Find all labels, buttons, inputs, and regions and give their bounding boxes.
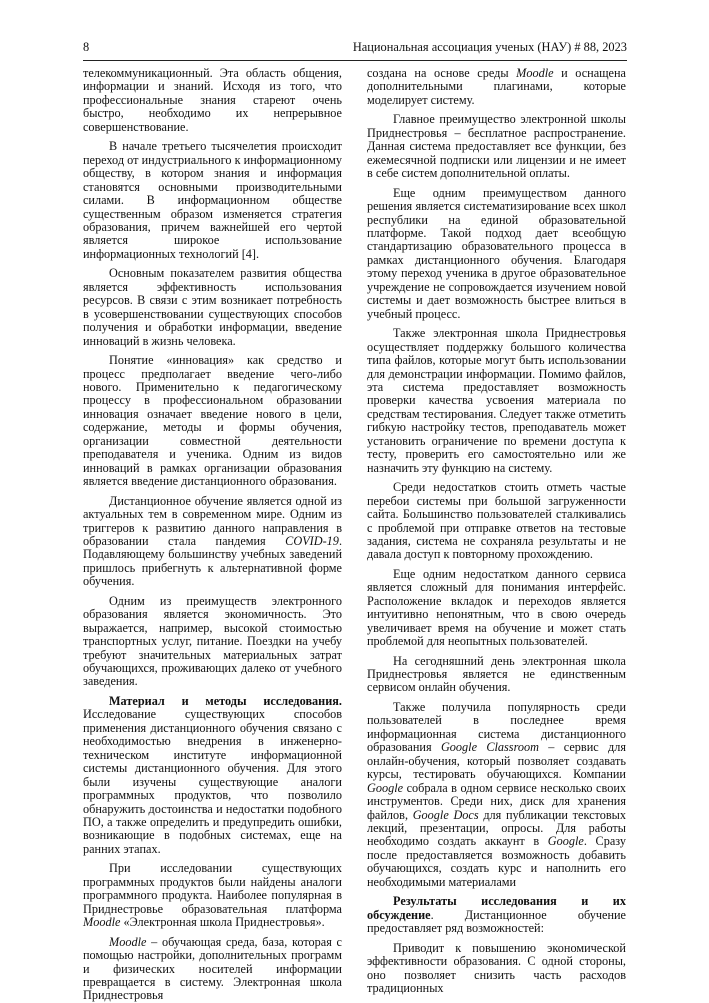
text: Также получила популярность среди пользователей в последнее время информационная система дистанционного образования — [367, 699, 626, 755]
text: собрала в одном сервисе несколько своих инструментов. Среди них, диск для хранения файлов, — [367, 780, 626, 822]
header-rule — [83, 60, 627, 61]
italic-term: Moodle — [83, 915, 121, 930]
italic-term: COVID-19 — [285, 533, 339, 548]
text: – сервис для онлайн-обучения, который позволяет создавать курсы, тестировать обучающихся. Компании — [367, 740, 626, 782]
italic-term: Google — [367, 780, 404, 795]
journal-title: Национальная ассоциация ученых (НАУ) # 88, 2023 — [352, 40, 627, 54]
left-column — [83, 67, 342, 1003]
italic-term: Google — [547, 834, 584, 849]
paragraph — [83, 862, 342, 929]
paragraph — [367, 67, 626, 107]
paragraph: Еще одним преимуществом данного решения является систематизирование всех школ республики на единой образовательной платформе. Такой подход дает всеобщую стандартизацию образовательного процесса в рамках дистанционного обучения. Благодаря этому переход ученика в другое образовательное учреждение не сопровождается изучением новой системы и дает возможность быстрее влиться в учебный процесс. — [367, 185, 626, 321]
text: и оснащена дополнительными плагинами, которые моделирует систему. — [367, 66, 626, 107]
right-column — [367, 67, 626, 995]
text: Дистанционное обучение является одной из актуальных тем в современном мире. Одним из триггеров к развитию данного направления в образовании стала пандемия — [83, 493, 342, 548]
paragraph: В начале третьего тысячелетия происходит переход от индустриального к информационному обществу, в котором знания и информация становятся основными производительными силами. В информационном обществе существенным образом изменяется стратегия образования, причем важнейшей его чертой является широкое использование информационных технологий [4]. — [83, 139, 342, 261]
text: . Подавляющему большинству учебных заведений пришлось прибегнуть к альтернативной форме обучения. — [83, 533, 342, 589]
italic-term: Moodle — [516, 66, 554, 80]
paragraph: Главное преимущество электронной школы Приднестровья – бесплатное распространение. Данная система предоставляет все функции, без ежемесячной подписки или лицензии и не имеет в себе систем дополнительной оплаты. — [367, 112, 626, 181]
text: для публикации текстовых лекций, презентации, опросы. Для работы необходимо создать аккаунт в — [367, 807, 626, 849]
italic-term: Google Classroom — [440, 740, 539, 755]
text: – обучающая среда, база, которая с помощью настройки, дополнительных программ и физических носителей информации превращается в систему. Электронная школа Приднестровья — [83, 934, 342, 1003]
paragraph: телекоммуникационный. Эта область общения, информации и знаний. Исходя из того, что профессиональные знания стареют очень быстро, необходимо их непрерывное совершенствование. — [83, 66, 342, 134]
italic-term: Google Docs — [412, 807, 479, 822]
text: . Сразу после предоставляется возможность добавить обучающихся, создать курс и наполнить его необходимыми материалами — [367, 834, 626, 889]
section-heading: Материал и методы исследования. — [109, 693, 342, 708]
text: «Электронная школа Приднестровья». — [120, 915, 325, 930]
page-header — [83, 40, 627, 58]
page-number: 8 — [83, 40, 90, 54]
text: создана на основе среды — [367, 66, 517, 80]
paragraph: Также электронная школа Приднестровья осуществляет поддержку большого количества типа файлов, которые могут быть использовании для демонстрации информации. Помимо файлов, эта система предоставляет возможность проверки качества усвоения материала по средствам тестирования. Следует также отметить гибкую настройку тестов, преподаватель может установить ограничение по времени доступа к тесту, проверить его самостоятельно или же назначить эту функцию на систему. — [367, 326, 627, 475]
paragraph — [83, 695, 342, 856]
text: При исследовании существующих программных продуктов были найдены аналоги программного продукта. Наиболее популярная в Приднестровье образовательная платформа — [83, 861, 342, 916]
section-heading: Результаты исследования и их обсуждение — [367, 894, 626, 922]
text: . Дистанционное обучение предоставляет ряд возможностей: — [367, 907, 626, 936]
paragraph: Одним из преимуществ электронного образования является экономичность. Это выражается, например, высокой стоимостью транспортных услуг, питание. Поездки на учебу требуют значительных материальных затрат обучающихся, проживающих далеко от учебного заведения. — [83, 593, 342, 689]
paragraph — [83, 495, 342, 589]
paragraph: Понятие «инновация» как средство и процесс предполагает введение чего-либо нового. Применительно к педагогическому процессу в профессиональном образовании инновация означает введение нового в цели, содержание, методы и формы обучения, организации совместной деятельности преподавателя и ученика. Одним из видов инноваций в рамках организации образования является введение дистанционного образования. — [83, 353, 342, 489]
paragraph: Приводит к повышению экономической эффективности образования. С одной стороны, оно позволяет снизить часть расходов традиционных — [367, 940, 626, 995]
paragraph: Основным показателем развития общества является эффективность использования ресурсов. В связи с этим возникает потребность в усовершенствовании существующих способов получения и обработки информации, введение инноваций в жизнь человека. — [83, 266, 342, 348]
paragraph: Среди недостатков стоить отметь частые перебои системы при большой загруженности сайта. Большинство пользователей сталкивались с проблемой при отправке ответов на тестовые задания, система не сохраняла результаты и не давала доступ к повторному прохождению. — [367, 480, 626, 562]
paragraph — [367, 701, 626, 889]
paragraph — [367, 895, 626, 935]
italic-term: Moodle — [109, 934, 147, 949]
paragraph: На сегодняшний день электронная школа Приднестровья является не единственным сервисом онлайн обучения. — [367, 653, 626, 695]
text: Исследование существующих способов применения дистанционного обучения связано с необходимостью внедрения в инженерно-техническом институте информационной системы дистанционного обучения. Для этого были изучены существующие аналоги программных продуктов, что позволило обнаружить достоинства и недостатки подобного ПО, а также определить и предупредить ошибки, возникающие в подобных системах, еще на ранних этапах. — [83, 707, 342, 856]
paragraph — [83, 936, 342, 1003]
paragraph: Еще одним недостатком данного сервиса является сложный для понимания интерфейс. Расположение вкладок и переходов является интуитивно непонятным, что в свою очередь увеличивает время на обучение и может стать проблемой для неопытных пользователей. — [367, 566, 626, 649]
